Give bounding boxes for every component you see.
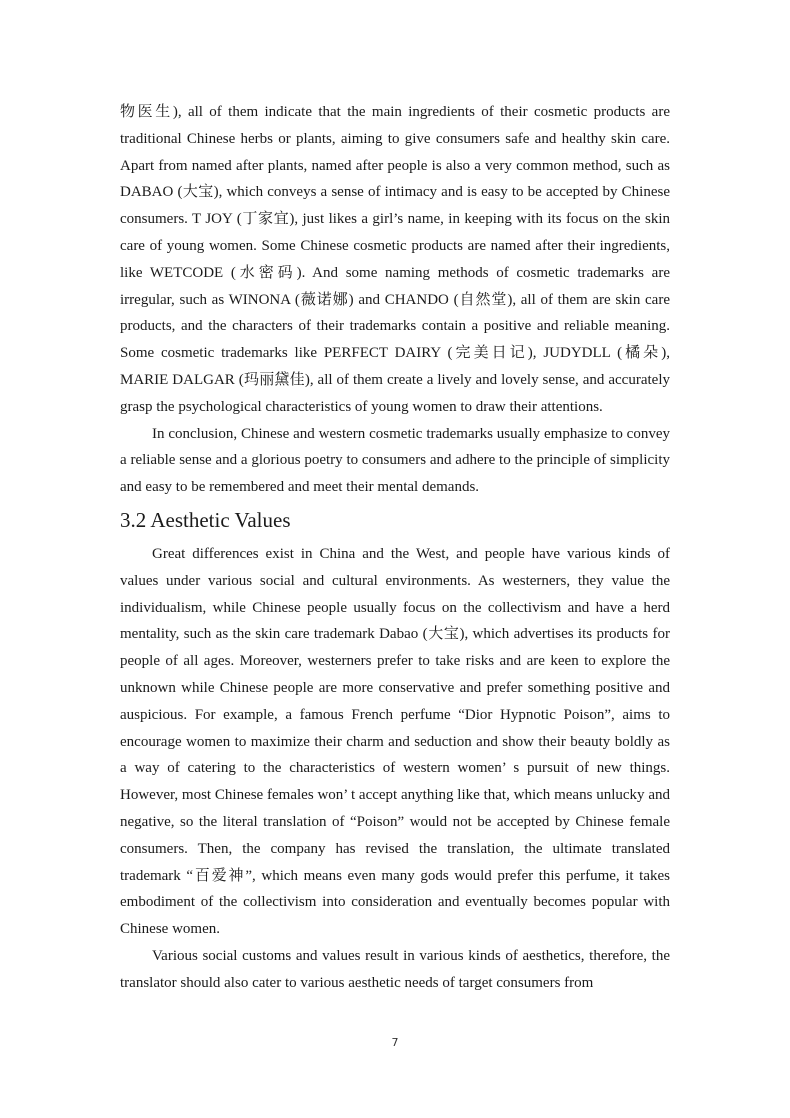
page-number: 7: [391, 1036, 399, 1049]
paragraph-aesthetic-values: Great differences exist in China and the West, and people have various kinds of values under various social and cultural environments. As westerners, they value the individualism, while Chinese people usually focus on the collectivism and have a herd mentality, such as the skin care trademark Dabao (大宝), which advertises its products for people of all ages. Moreover, westerners prefer to take risks and are keen to explore the unknown while Chinese people are more conservative and prefer something positive and auspicious. For example, a famous French perfume “Dior Hypnotic Poison”, aims to encourage women to maximize their charm and seduction and show their beauty boldly as a way of catering to the characteristics of western women’ s pursuit of new things. However, most Chinese females won’ t accept anything like that, which means unlucky and negative, so the literal translation of “Poison” would not be accepted by Chinese female consumers. Then, the company has revised the translation, the ultimate translated trademark “百爱神”, which means even many gods would prefer this perfume, it takes embodiment of the collectivism into consideration and eventually becomes popular with Chinese women.: [120, 545, 670, 938]
section-heading: 3.2 Aesthetic Values: [120, 507, 291, 532]
paragraph-conclusion: In conclusion, Chinese and western cosmetic trademarks usually emphasize to convey a reliable sense and a glorious poetry to consumers and adhere to the principle of simplicity and easy to be remembered and meet their mental demands.: [120, 425, 670, 496]
paragraph-social-customs: Various social customs and values result in various kinds of aesthetics, therefore, the translator should also cater to various aesthetic needs of target consumers from: [120, 947, 670, 991]
paragraph-continued: 物医生), all of them indicate that the main ingredients of their cosmetic products are traditional Chinese herbs or plants, aiming to give consumers safe and healthy skin care. Apart from named after plants, named after people is also a very common method, such as DABAO (大宝), which conveys a sense of intimacy and is easy to be accepted by Chinese consumers. T JOY (丁家宜), just likes a girl’s name, in keeping with its focus on the skin care of young women. Some Chinese cosmetic products are named after their ingredients, like WETCODE (水密码). And some naming methods of cosmetic trademarks are irregular, such as WINONA (薇诺娜) and CHANDO (自然堂), all of them are skin care products, and the characters of their trademarks contain a positive and reliable meaning. Some cosmetic trademarks like PERFECT DAIRY (完美日记), JUDYDLL (橘朵), MARIE DALGAR (玛丽黛佳), all of them create a lively and lovely sense, and accurately grasp the psychological characteristics of young women to draw their attentions.: [120, 104, 670, 415]
page-body: [120, 99, 670, 997]
